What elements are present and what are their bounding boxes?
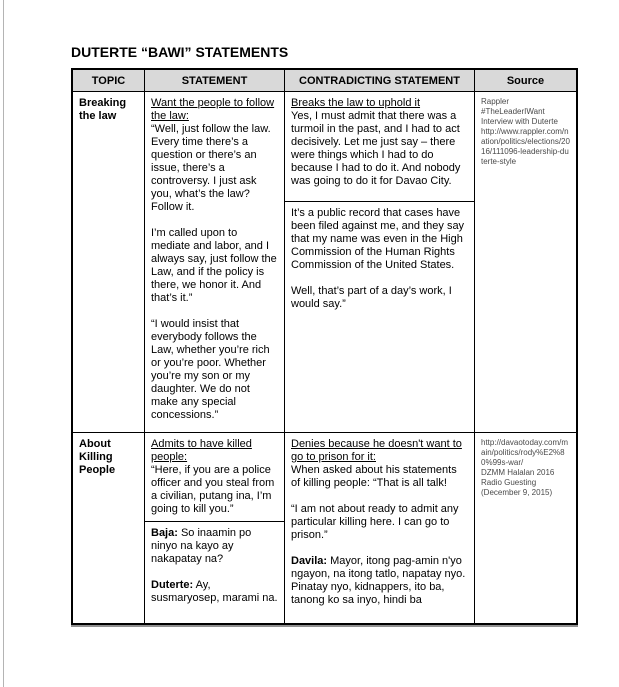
source-cell [475,433,576,623]
statement-subcell-2 [145,522,284,610]
dialogue-line [151,579,278,605]
source-line: DZMM Halalan 2016 [481,468,555,477]
statement-cell [145,433,285,623]
column-header-source: Source [506,74,545,87]
column-header-statement: STATEMENT [145,70,285,91]
contradicting-paragraph: Well, that’s part of a day’s work, I would say.” [291,285,452,310]
contradicting-subcell-2 [285,202,474,316]
source-line: Interview with Duterte [481,117,558,126]
source-line: Rappler [481,97,510,106]
source-url: http://davaotoday.com/main/politics/rody%E2%80%99s-war/ [481,438,569,467]
source-line: Radio Guesting [481,478,537,487]
document-page [71,44,578,627]
contradicting-heading: Breaks the law to uphold it [291,97,421,109]
dialogue-text: Mayor, itong pag-amin n'yo ngayon, na itong tatlo, napatay nyo. Pinatay nyo, kidnappers, ito ba, tanong ko sa inyo, hindi ba [291,555,466,606]
table-row-about-killing-people [73,433,576,623]
statement-heading: Want the people to follow the law: [151,97,275,122]
dialogue-text: So inaamin po ninyo na kayo ay nakapatay na? [151,527,252,565]
topic-label: About Killing People [79,438,116,476]
statement-paragraph: “I would insist that everybody follows the Law, whether you’re rich or you’re poor. Whether you’re my son or my daughter. We do not make any special concessions.” [151,318,270,421]
topic-label: Breaking the law [79,97,127,122]
table-header-row [73,70,576,92]
page-edge-line [3,0,4,687]
contradicting-paragraph: “I am not about ready to admit any particular killing here. I can go to prison.” [291,503,459,541]
contradicting-paragraph: When asked about his statements of killing people: “That is all talk! [291,464,457,489]
page-title: DUTERTE “BAWI” STATEMENTS [71,44,289,60]
source-cell [475,92,576,432]
dialogue-line [151,527,278,566]
source-line: (December 9, 2015) [481,488,553,497]
table-bottom-shadow [71,625,578,627]
topic-cell [73,92,145,432]
statement-heading: Admits to have killed people: [151,438,252,463]
statement-paragraph: “Here, if you are a police officer and you steal from a civilian, putang ina, I’m going to kill you.” [151,464,275,515]
source-url: http://www.rappler.com/nation/politics/elections/2016/111096-leadership-duterte-style [481,127,570,166]
speaker-name: Duterte: [151,579,194,591]
source-line: #TheLeaderIWant [481,107,545,116]
contradicting-heading: Denies because he doesn't want to go to prison for it: [291,438,462,463]
contradicting-statement-cell [285,92,475,432]
dialogue-line [291,555,468,607]
speaker-name: Baja: [151,527,178,539]
statement-paragraph: “Well, just follow the law. Every time there’s a question or there’s an issue, there’s a controversy. I just ask you, what’s the law? Follow it. [151,123,271,213]
statement-paragraph: I’m called upon to mediate and labor, and I always say, just follow the Law, and if the policy is there, we honor it. And that’s it.” [151,227,277,304]
contradicting-statement-cell [285,433,475,623]
contradicting-subcell-1 [285,92,474,202]
column-header-contradicting-statement: CONTRADICTING STATEMENT [285,70,475,91]
contradicting-paragraph: It’s a public record that cases have been filed against me, and they say that my name was even in the High Commission of the Human Rights Commission of the United States. [291,207,465,271]
speaker-name: Davila: [291,555,328,567]
statements-table [71,68,578,625]
statement-cell [145,92,285,432]
table-row-breaking-the-law [73,92,576,433]
topic-cell [73,433,145,623]
statement-subcell-1 [145,433,284,522]
column-header-topic: TOPIC [73,70,145,91]
dialogue-text: Ay, susmaryosep, marami na. [151,579,278,604]
contradicting-paragraph: Yes, I must admit that there was a turmoil in the past, and I had to act decisively. Let me just say – there were things which I had to do because I had to do it. And nobody was going to do it for Davao City. [291,110,461,187]
